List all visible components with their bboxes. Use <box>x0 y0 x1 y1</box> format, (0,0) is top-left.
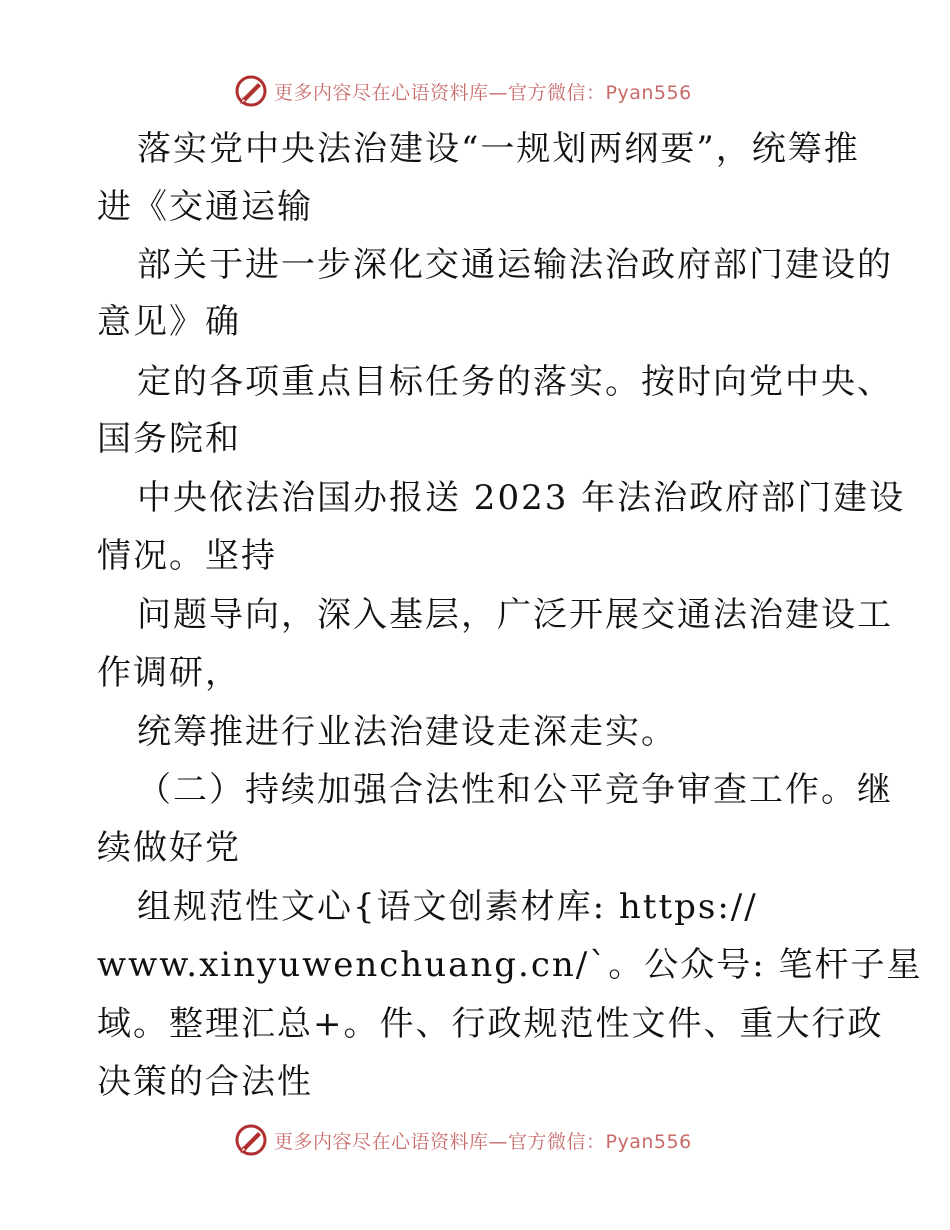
body-line-4: 意见》确 <box>97 302 241 342</box>
header-banner <box>234 73 692 109</box>
body-line-14: 组规范性文心{语文创素材库: https:// <box>137 887 758 927</box>
body-line-11: 统筹推进行业法治建设走深走实。 <box>137 712 677 752</box>
pen-circle-logo-icon <box>234 74 268 108</box>
body-line-17: 决策的合法性 <box>97 1062 313 1102</box>
body-line-3: 部关于进一步深化交通运输法治政府部门建设的 <box>137 245 893 285</box>
body-line-10: 作调研， <box>97 653 241 693</box>
footer-banner-text: 更多内容尽在心语资料库—官方微信：Pyan556 <box>274 1130 692 1153</box>
body-line-5: 定的各项重点目标任务的落实。按时向党中央、 <box>137 362 893 402</box>
body-line-15: www.xinyuwenchuang.cn/`。公众号: 笔杆子星 <box>97 945 923 985</box>
body-line-8: 情况。坚持 <box>97 536 277 576</box>
footer-banner <box>234 1122 692 1158</box>
body-line-2: 进《交通运输 <box>97 187 313 227</box>
body-line-7: 中央依法治国办报送 2023 年法治政府部门建设 <box>137 478 906 518</box>
header-banner-text: 更多内容尽在心语资料库—官方微信：Pyan556 <box>274 81 692 104</box>
body-line-13: 续做好党 <box>97 828 241 868</box>
body-line-9: 问题导向，深入基层，广泛开展交通法治建设工 <box>137 595 893 635</box>
body-line-6: 国务院和 <box>97 419 241 459</box>
pen-circle-logo-icon <box>234 1123 268 1157</box>
body-line-12: （二）持续加强合法性和公平竞争审查工作。继 <box>137 770 893 810</box>
body-line-16: 域。整理汇总+。件、行政规范性文件、重大行政 <box>97 1004 884 1044</box>
body-line-1: 落实党中央法治建设“一规划两纲要”，统筹推 <box>137 129 860 169</box>
